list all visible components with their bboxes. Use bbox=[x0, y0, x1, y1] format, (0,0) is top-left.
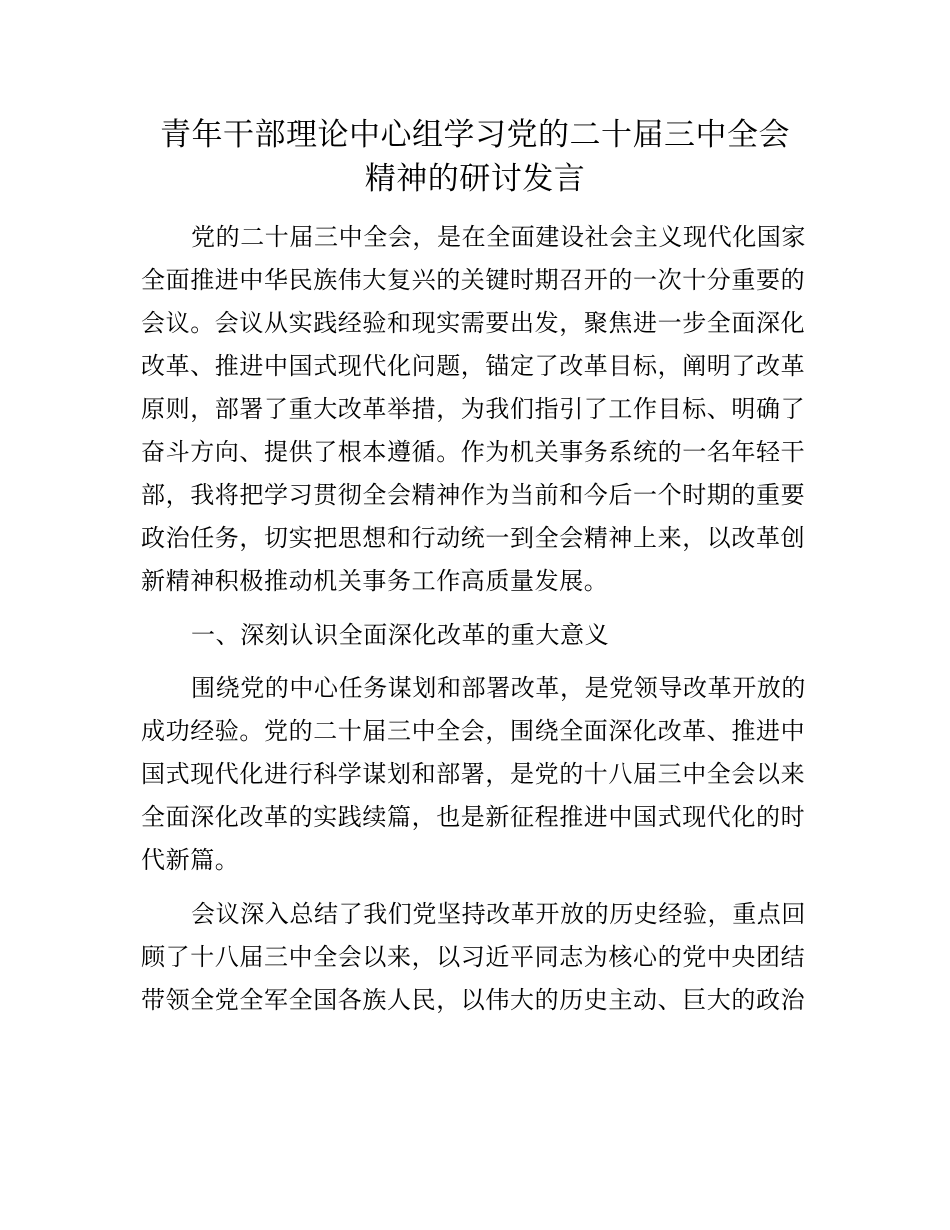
section-heading-1: 一、深刻认识全面深化改革的重大意义 bbox=[191, 621, 610, 649]
paragraph-4-line-2: 顾了十八届三中全会以来，以习近平同志为核心的党中央团结 bbox=[141, 943, 806, 971]
paragraph-1-line-7: 部，我将把学习贯彻全会精神作为当前和今后一个时期的重要 bbox=[141, 481, 806, 509]
paragraph-1-line-6: 奋斗方向、提供了根本遵循。作为机关事务系统的一名年轻干 bbox=[141, 438, 806, 466]
paragraph-3-line-1: 围绕党的中心任务谋划和部署改革，是党领导改革开放的 bbox=[191, 674, 806, 702]
paragraph-1-line-4: 改革、推进中国式现代化问题，锚定了改革目标，阐明了改革 bbox=[141, 352, 806, 380]
paragraph-4-line-3: 带领全党全军全国各族人民，以伟大的历史主动、巨大的政治 bbox=[141, 986, 806, 1014]
paragraph-4-line-1: 会议深入总结了我们党坚持改革开放的历史经验，重点回 bbox=[191, 900, 806, 928]
paragraph-1-line-9: 新精神积极推动机关事务工作高质量发展。 bbox=[141, 567, 609, 595]
document-title-line-2: 精神的研讨发言 bbox=[364, 161, 586, 197]
paragraph-1-line-5: 原则，部署了重大改革举措，为我们指引了工作目标、明确了 bbox=[141, 395, 806, 423]
paragraph-1-line-8: 政治任务，切实把思想和行动统一到全会精神上来，以改革创 bbox=[141, 524, 806, 552]
paragraph-3-line-3: 国式现代化进行科学谋划和部署，是党的十八届三中全会以来 bbox=[141, 760, 806, 788]
paragraph-3-line-5: 代新篇。 bbox=[141, 846, 240, 874]
paragraph-1-line-2: 全面推进中华民族伟大复兴的关键时期召开的一次十分重要的 bbox=[141, 266, 806, 294]
paragraph-1-line-1: 党的二十届三中全会，是在全面建设社会主义现代化国家 bbox=[191, 223, 806, 251]
document-title-line-1: 青年干部理论中心组学习党的二十届三中全会 bbox=[160, 117, 790, 153]
paragraph-3-line-4: 全面深化改革的实践续篇，也是新征程推进中国式现代化的时 bbox=[141, 803, 806, 831]
paragraph-1-line-3: 会议。会议从实践经验和现实需要出发，聚焦进一步全面深化 bbox=[141, 309, 806, 337]
paragraph-3-line-2: 成功经验。党的二十届三中全会，围绕全面深化改革、推进中 bbox=[141, 717, 806, 745]
